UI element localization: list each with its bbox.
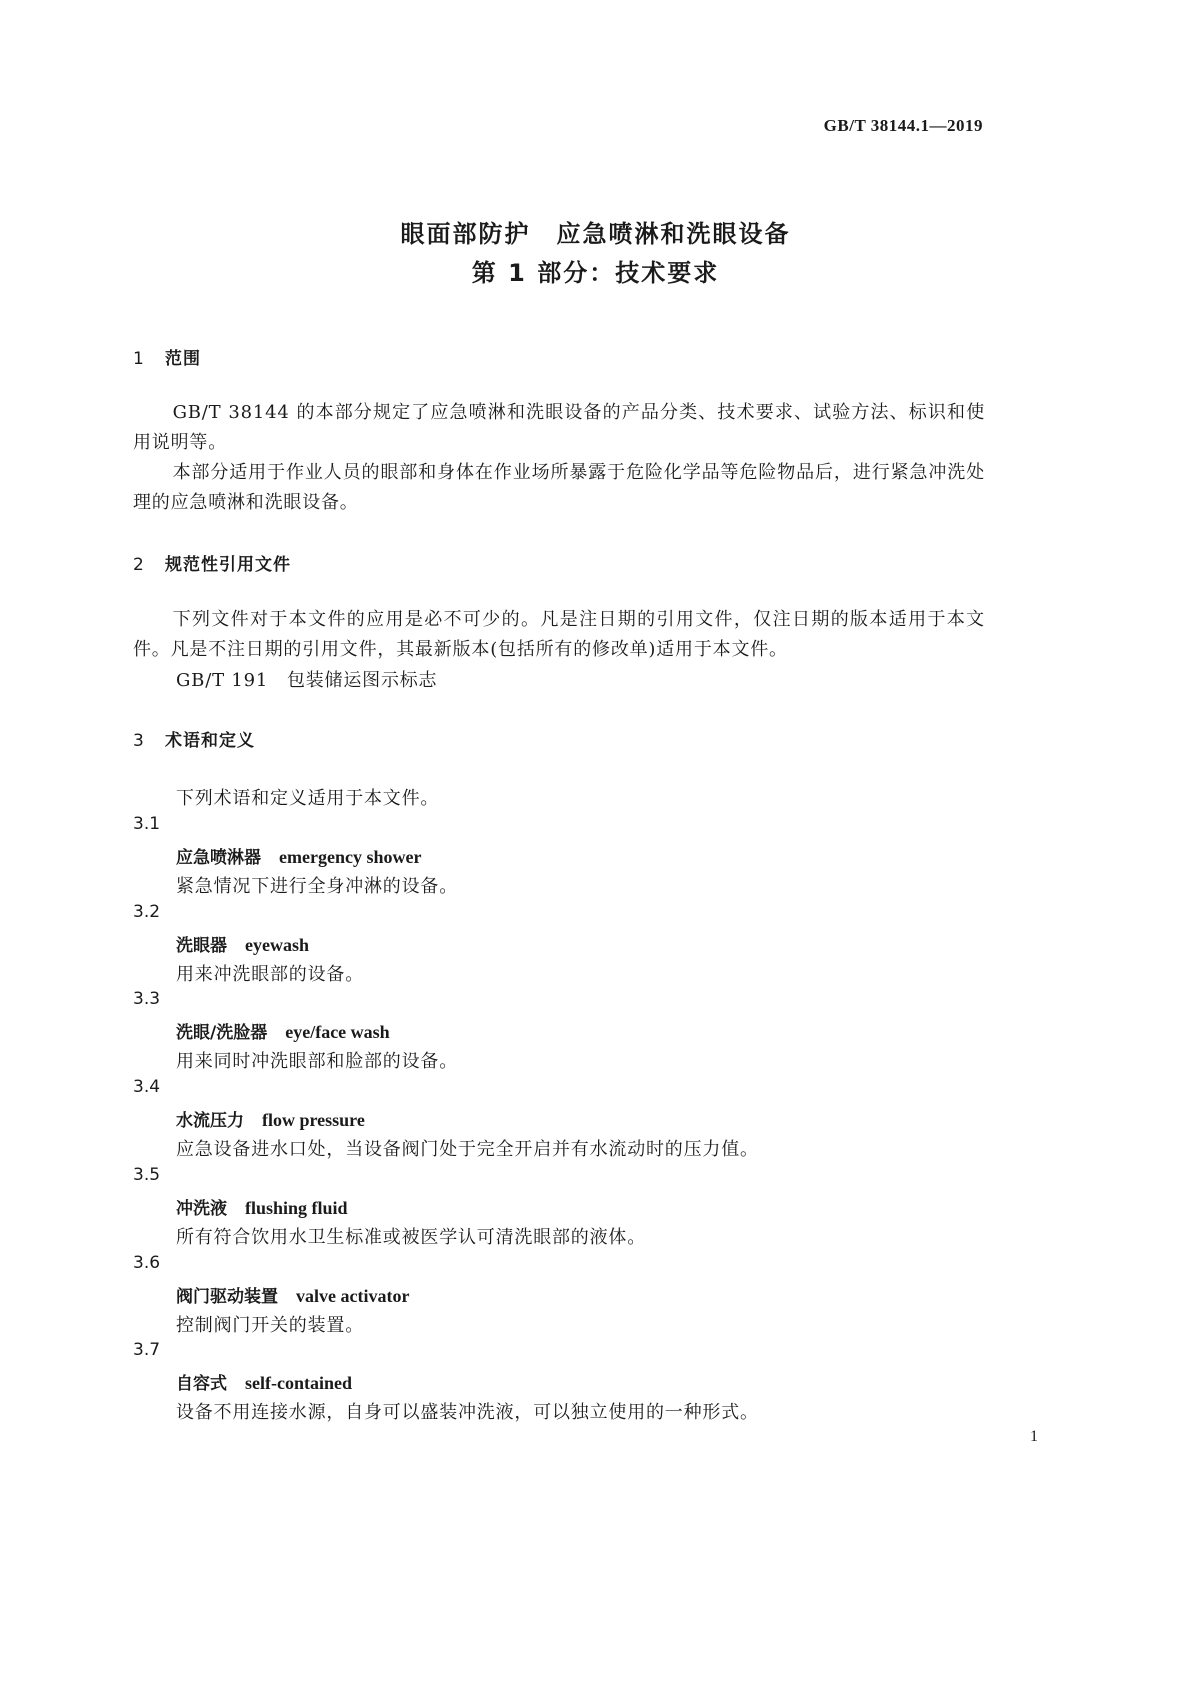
term-definition: 用来冲洗眼部的设备。 <box>176 963 364 985</box>
term-definition: 紧急情况下进行全身冲淋的设备。 <box>176 876 458 897</box>
section-number: 2 <box>133 555 145 575</box>
section-heading-2 <box>133 550 291 575</box>
term-number: 3.5 <box>133 1164 161 1185</box>
term-definition: 设备不用连接水源，自身可以盛装冲洗液，可以独立使用的一种形式。 <box>176 1402 759 1424</box>
page-number: 1 <box>1030 1428 1038 1445</box>
term-en: eyewash <box>245 934 309 955</box>
term-zh: 自容式 <box>176 1374 227 1395</box>
paragraph: 本部分适用于作业人员的眼部和身体在作业场所暴露于危险化学品等危险物品后，进行紧急冲洗处理的应急喷淋和洗眼设备。 <box>133 462 985 513</box>
section-number: 1 <box>133 349 145 369</box>
section-title: 术语和定义 <box>165 731 255 751</box>
standard-number: GB/T 38144.1—2019 <box>823 116 983 135</box>
term-heading <box>176 1106 365 1131</box>
term-definition: 控制阀门开关的装置。 <box>176 1314 364 1336</box>
term-zh: 洗眼器 <box>176 935 227 956</box>
term-zh: 应急喷淋器 <box>176 848 261 868</box>
term-number: 3.6 <box>133 1252 161 1273</box>
term-en: emergency shower <box>279 847 422 867</box>
term-zh: 洗眼/洗脸器 <box>176 1023 268 1044</box>
normative-reference: GB/T 191 包装储运图示标志 <box>176 670 438 691</box>
term-definition: 应急设备进水口处，当设备阀门处于完全开启并有水流动时的压力值。 <box>176 1139 759 1161</box>
document-title: 眼面部防护 应急喷淋和洗眼设备 <box>400 220 791 248</box>
section-number: 3 <box>133 731 145 751</box>
term-zh: 冲洗液 <box>176 1198 227 1219</box>
term-number: 3.7 <box>133 1340 161 1361</box>
term-en: eye/face wash <box>285 1022 390 1043</box>
section-heading-1 <box>133 344 201 369</box>
paragraph: GB/T 38144 的本部分规定了应急喷淋和洗眼设备的产品分类、技术要求、试验方法、标识和使用说明等。 <box>133 402 985 453</box>
paragraph: 下列文件对于本文件的应用是必不可少的。凡是注日期的引用文件，仅注日期的版本适用于本文件。凡是不注日期的引用文件，其最新版本(包括所有的修改单)适用于本文件。 <box>133 609 985 660</box>
term-heading <box>176 1018 390 1043</box>
term-heading <box>176 1282 409 1307</box>
term-en: valve activator <box>296 1285 410 1306</box>
term-en: flushing fluid <box>245 1197 348 1218</box>
paragraph: 下列术语和定义适用于本文件。 <box>176 788 440 809</box>
term-definition: 所有符合饮用水卫生标准或被医学认可清洗眼部的液体。 <box>176 1226 646 1248</box>
section-title: 范围 <box>165 349 201 369</box>
section-title: 规范性引用文件 <box>165 555 291 575</box>
term-zh: 阀门驱动装置 <box>176 1286 278 1307</box>
section-heading-3 <box>133 726 255 751</box>
term-number: 3.3 <box>133 989 161 1010</box>
term-en: flow pressure <box>262 1110 365 1131</box>
term-en: self-contained <box>245 1373 352 1394</box>
term-heading <box>176 931 309 956</box>
term-heading <box>176 1194 348 1219</box>
term-heading <box>176 1369 352 1394</box>
term-definition: 用来同时冲洗眼部和脸部的设备。 <box>176 1051 458 1073</box>
document-subtitle: 第 1 部分：技术要求 <box>471 259 720 287</box>
term-number: 3.2 <box>133 901 161 922</box>
term-number: 3.4 <box>133 1077 161 1098</box>
term-zh: 水流压力 <box>176 1111 244 1132</box>
term-number: 3.1 <box>133 814 161 834</box>
term-heading <box>176 843 421 868</box>
